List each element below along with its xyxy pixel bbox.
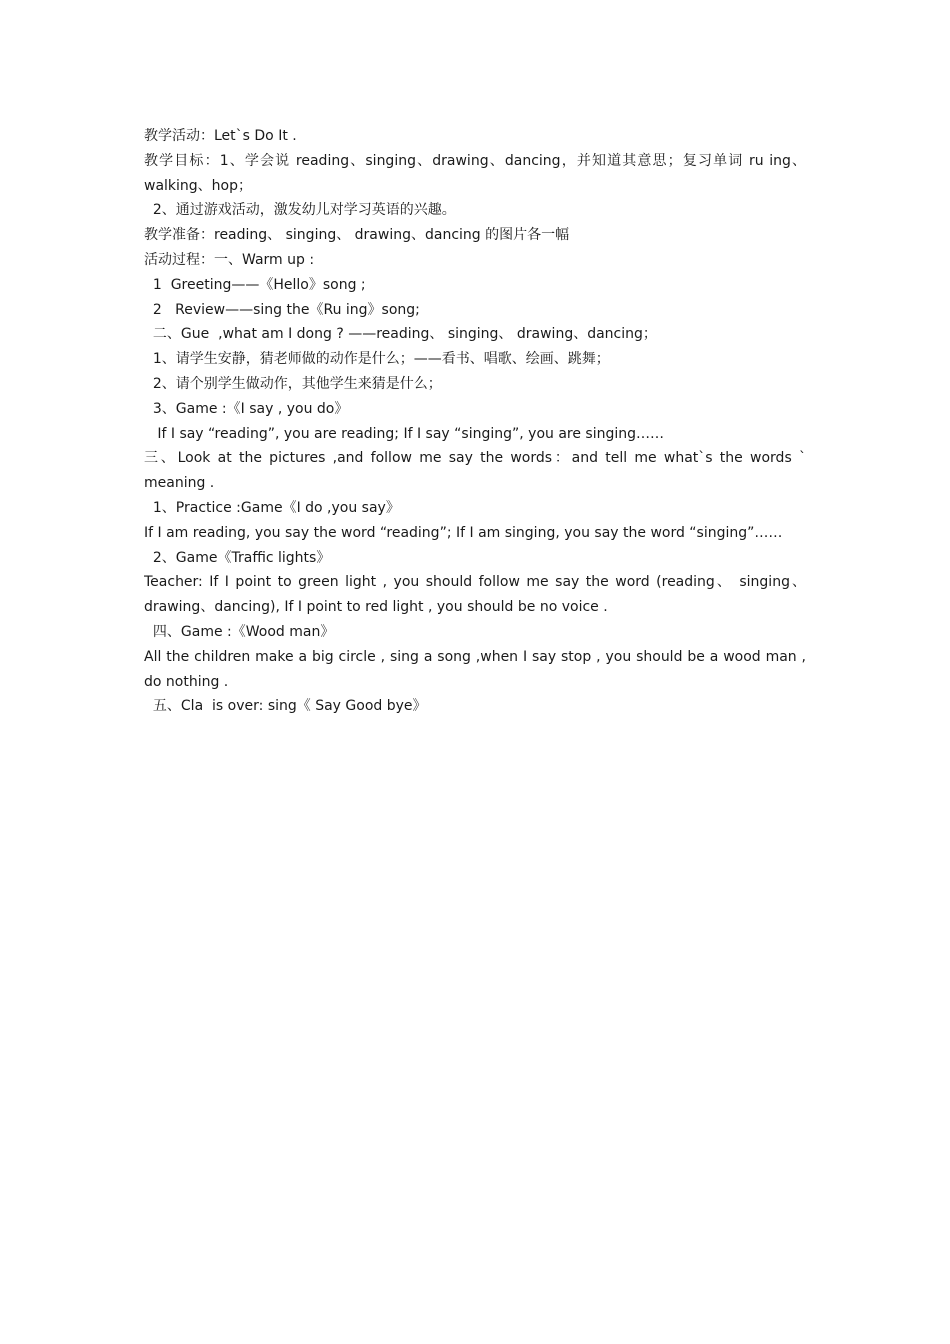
section-four-text: All the children make a big circle , sing a song ,when I say stop , you should be a wood man , do nothing . bbox=[144, 648, 806, 690]
process-warm-up: 活动过程：一、Warm up : bbox=[144, 251, 315, 268]
warm-up-review: 2 Review——sing the《Ru ing》song; bbox=[144, 301, 420, 318]
teaching-goal-1: 教学目标：1、学会说 reading、singing、drawing、dancing，并知道其意思；复习单词 ru ing、walking、hop； bbox=[144, 152, 806, 194]
section-five-heading: 五、Cla is over: sing《 Say Good bye》 bbox=[144, 698, 427, 715]
section-three-practice-text: If I am reading, you say the word “reading”; If I am singing, you say the word “singing”…… bbox=[144, 524, 783, 541]
section-two-step-1: 1、请学生安静，猜老师做的动作是什么；——看书、唱歌、绘画、跳舞； bbox=[144, 351, 610, 368]
section-three-teacher-text: Teacher: If I point to green light , you should follow me say the word (reading、 singing、drawing、dancing), If I point to red light , you should be no voice . bbox=[144, 574, 806, 616]
teaching-goal-2: 2、通过游戏活动，激发幼儿对学习英语的兴趣。 bbox=[144, 202, 456, 219]
activity-title: 教学活动：Let`s Do It . bbox=[144, 128, 297, 144]
section-three-practice: 1、Practice :Game《I do ,you say》 bbox=[144, 499, 400, 516]
lesson-plan-body bbox=[144, 124, 806, 719]
section-two-heading: 二、Gue ,what am I dong ? ——reading、 singing、 drawing、dancing； bbox=[144, 326, 657, 343]
section-two-step-3: 3、Game :《I say , you do》 bbox=[144, 400, 349, 417]
section-four-heading: 四、Game :《Wood man》 bbox=[144, 623, 335, 640]
warm-up-greeting: 1 Greeting——《Hello》song ; bbox=[144, 276, 366, 293]
section-two-game-text: If I say “reading”, you are reading; If I say “singing”, you are singing…… bbox=[144, 425, 665, 442]
section-three-heading: 三、Look at the pictures ,and follow me say the words：and tell me what`s the words ` meaning . bbox=[144, 450, 806, 492]
section-two-step-2: 2、请个别学生做动作，其他学生来猜是什么； bbox=[144, 375, 442, 392]
section-three-traffic-lights: 2、Game《Traffic lights》 bbox=[144, 549, 331, 566]
teaching-preparation: 教学准备：reading、 singing、 drawing、dancing 的图片各一幅 bbox=[144, 227, 570, 244]
